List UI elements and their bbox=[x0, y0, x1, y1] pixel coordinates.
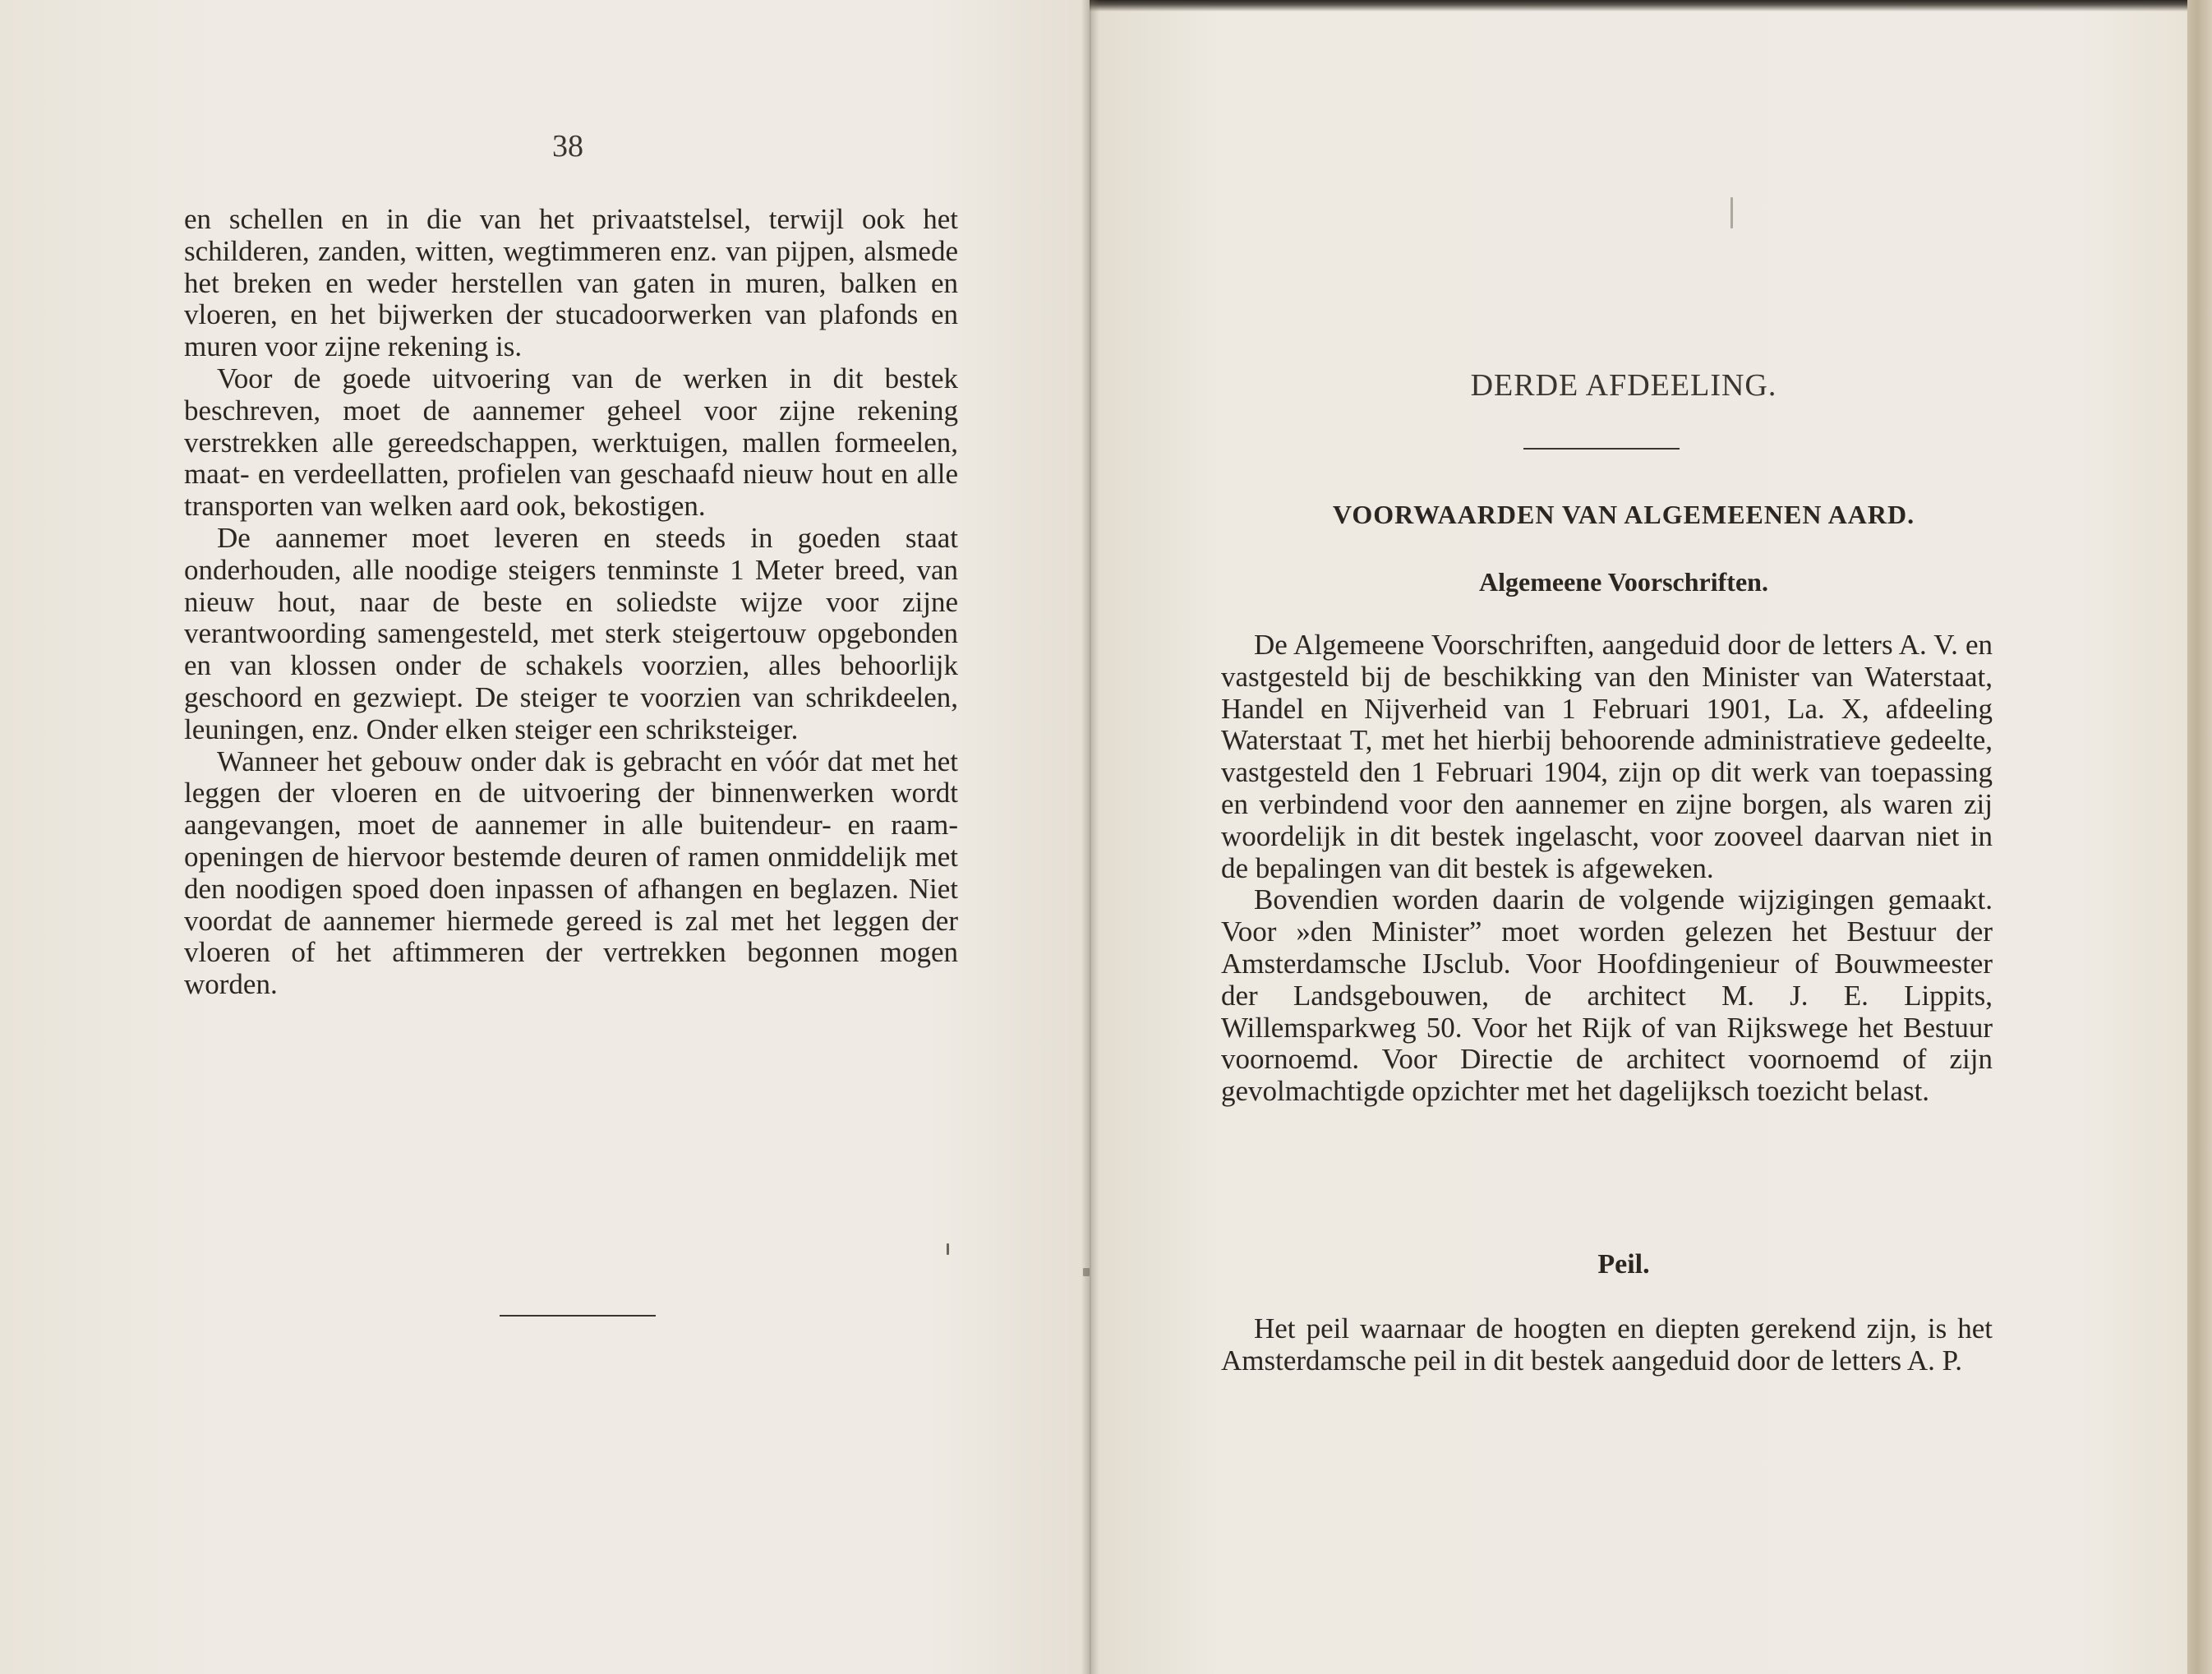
subsection-heading: Peil. bbox=[1597, 1249, 1650, 1280]
page-number: 38 bbox=[552, 129, 583, 164]
subsection-heading: Algemeene Voorschriften. bbox=[1479, 567, 1768, 597]
top-edge-shadow bbox=[1090, 0, 2212, 12]
section-title: DERDE AFDEELING. bbox=[1470, 368, 1777, 403]
chapter-title: VOORWAARDEN VAN ALGEMEENEN AARD. bbox=[1332, 500, 1915, 529]
title-rule bbox=[1523, 448, 1680, 450]
paragraph: Voor de goede uitvoering van de werken in dit bestek beschreven, moet de aannemer geheel voor zijne rekening verstrekken alle gereedschappen, werktuigen, mallen formeelen, maat- en verdeellatten, profielen van geschaafd nieuw hout en alle transporten van welken aard ook, bekostigen. bbox=[184, 362, 958, 523]
right-page-text bbox=[1221, 629, 1993, 1108]
paragraph: Het peil waarnaar de hoogten en diepten gerekend zijn, is het Amsterdamsche peil in dit bestek aangeduid door de letters A. P. bbox=[1221, 1312, 1993, 1377]
left-page-text bbox=[184, 204, 958, 1001]
end-rule bbox=[500, 1315, 656, 1317]
paragraph: Wanneer het gebouw onder dak is gebracht en vóór dat met het leggen der vloeren en de uitvoering der binnenwerken wordt aangevangen, moet de aannemer in alle buitendeur- en raam-openingen de hiervoor bestemde deuren of ramen onmiddelijk met den noodigen spoed doen inpassen of afhangen en beglazen. Niet voordat de aannemer hiermede gereed is zal met het leggen der vloeren of het aftimmeren der vertrekken begonnen mogen worden. bbox=[184, 745, 958, 1001]
paragraph: Bovendien worden daarin de volgende wijzigingen gemaakt. Voor »den Minister” moet worden gelezen het Bestuur der Amsterdamsche IJsclub. Voor Hoofdingenieur of Bouwmeester der Landsgebouwen, de architect M. J. E. Lippits, Willemsparkweg 50. Voor het Rijk of van Rijkswege het Bestuur voornoemd. Voor Directie de architect voornoemd of zijn gevolmachtigde opzichter met het dagelijksch toezicht belast. bbox=[1221, 883, 1993, 1108]
page-edge bbox=[2187, 0, 2212, 1674]
book-gutter bbox=[1081, 0, 1099, 1674]
paragraph: De aannemer moet leveren en steeds in goeden staat onderhouden, alle noodige steigers tenminste 1 Meter breed, van nieuw hout, naar de beste en soliedste wijze voor zijne verantwoording samengesteld, met sterk steigertouw opgebonden en van klossen onder de schakels voorzien, alles behoorlijk geschoord en gezwiept. De steiger te voorzien van schrikdeelen, leuningen, enz. Onder elken steiger een schriksteiger. bbox=[184, 521, 958, 745]
paragraph: en schellen en in die van het privaatstelsel, terwijl ook het schilderen, zanden, witten, wegtimmeren enz. van pijpen, alsmede het breken en weder herstellen van gaten in muren, balken en vloeren, en het bijwerken der stucadoorwerken van plafonds en muren voor zijne rekening is. bbox=[184, 203, 958, 363]
print-speck bbox=[1730, 197, 1733, 228]
paragraph: De Algemeene Voorschriften, aangeduid door de letters A. V. en vastgesteld bij de beschikking van den Minister van Waterstaat, Handel en Nijverheid van 1 Februari 1901, La. X, afdeeling Waterstaat T, met het hierbij behoorende administratieve gedeelte, vastgesteld den 1 Februari 1904, zijn op dit werk van toepassing en verbindend voor den aannemer en zijne borgen, als waren zij woordelijk in dit bestek ingelascht, voor zooveel daarvan niet in de bepalingen van dit bestek is afgeweken. bbox=[1221, 629, 1993, 884]
right-page-text bbox=[1221, 1313, 1993, 1377]
print-speck bbox=[947, 1243, 949, 1255]
print-speck bbox=[1083, 1268, 1090, 1276]
